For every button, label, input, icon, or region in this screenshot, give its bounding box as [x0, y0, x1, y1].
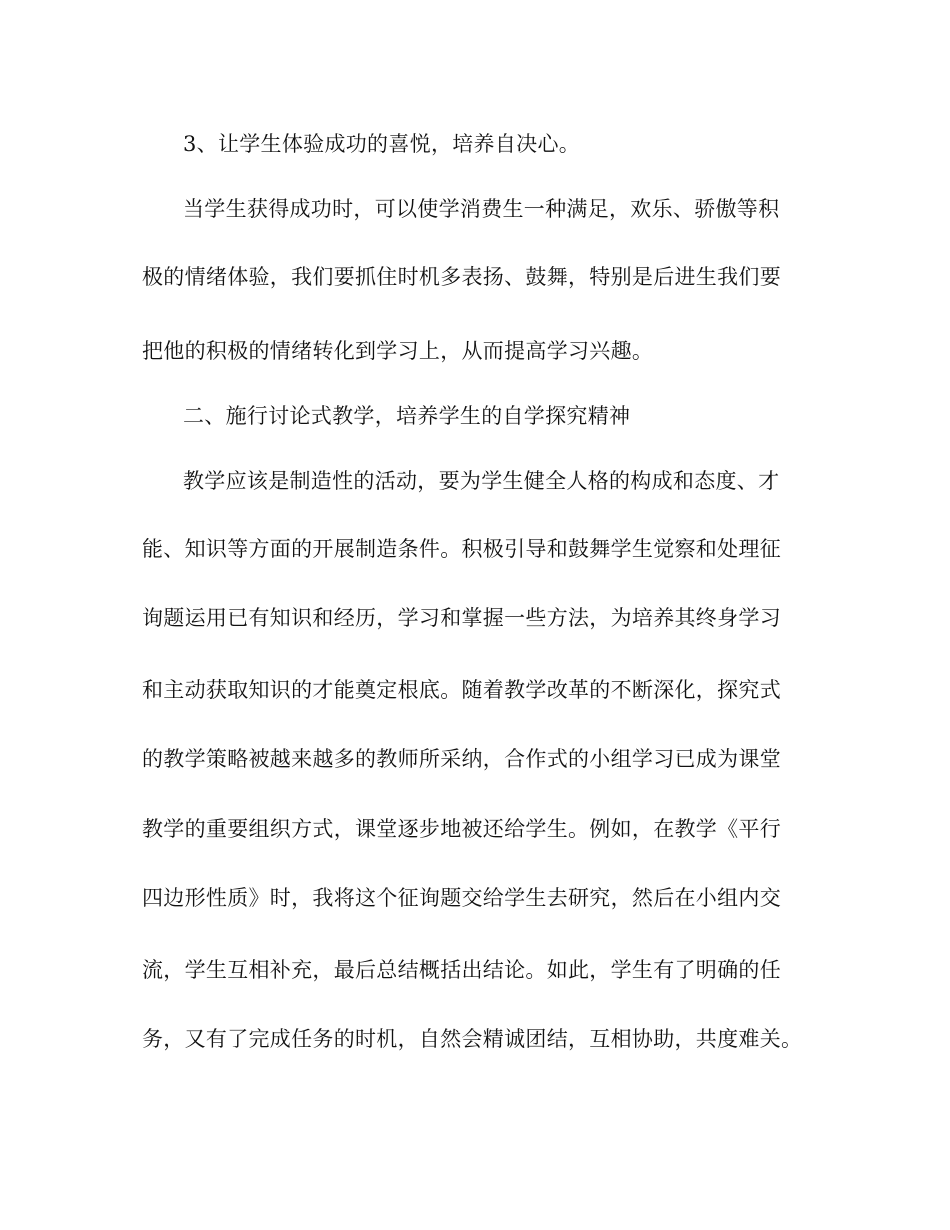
paragraph-line: 极的情绪体验，我们要抓住时机多表扬、鼓舞，特别是后进生我们要 — [142, 265, 781, 289]
paragraph-line: 教学的重要组织方式，课堂逐步地被还给学生。例如，在教学《平行 — [142, 817, 781, 841]
paragraph-line: 把他的积极的情绪转化到学习上，从而提高学习兴趣。 — [142, 339, 654, 363]
paragraph-line: 流，学生互相补充，最后总结概括出结论。如此，学生有了明确的任 — [142, 958, 781, 982]
paragraph-line: 务，又有了完成任务的时机，自然会精诚团结，互相协助，共度难关。 — [142, 1027, 803, 1051]
paragraph-heading-3: 3、让学生体验成功的喜悦，培养自决心。 — [183, 132, 581, 156]
section-heading-2: 二、施行讨论式教学，培养学生的自学探究精神 — [183, 404, 631, 428]
paragraph-line: 能、知识等方面的开展制造条件。积极引导和鼓舞学生觉察和处理征 — [142, 537, 781, 561]
paragraph-line: 的教学策略被越来越多的教师所采纳，合作式的小组学习已成为课堂 — [142, 747, 781, 771]
paragraph-line: 四边形性质》时，我将这个征询题交给学生去研究，然后在小组内交 — [142, 886, 781, 910]
paragraph-line: 当学生获得成功时，可以使学消费生一种满足，欢乐、骄傲等积 — [183, 197, 780, 221]
paragraph-line: 询题运用已有知识和经历，学习和掌握一些方法，为培养其终身学习 — [142, 606, 781, 630]
paragraph-line: 和主动获取知识的才能奠定根底。随着教学改革的不断深化，探究式 — [142, 678, 781, 702]
paragraph-line: 教学应该是制造性的活动，要为学生健全人格的构成和态度、才 — [183, 469, 780, 493]
